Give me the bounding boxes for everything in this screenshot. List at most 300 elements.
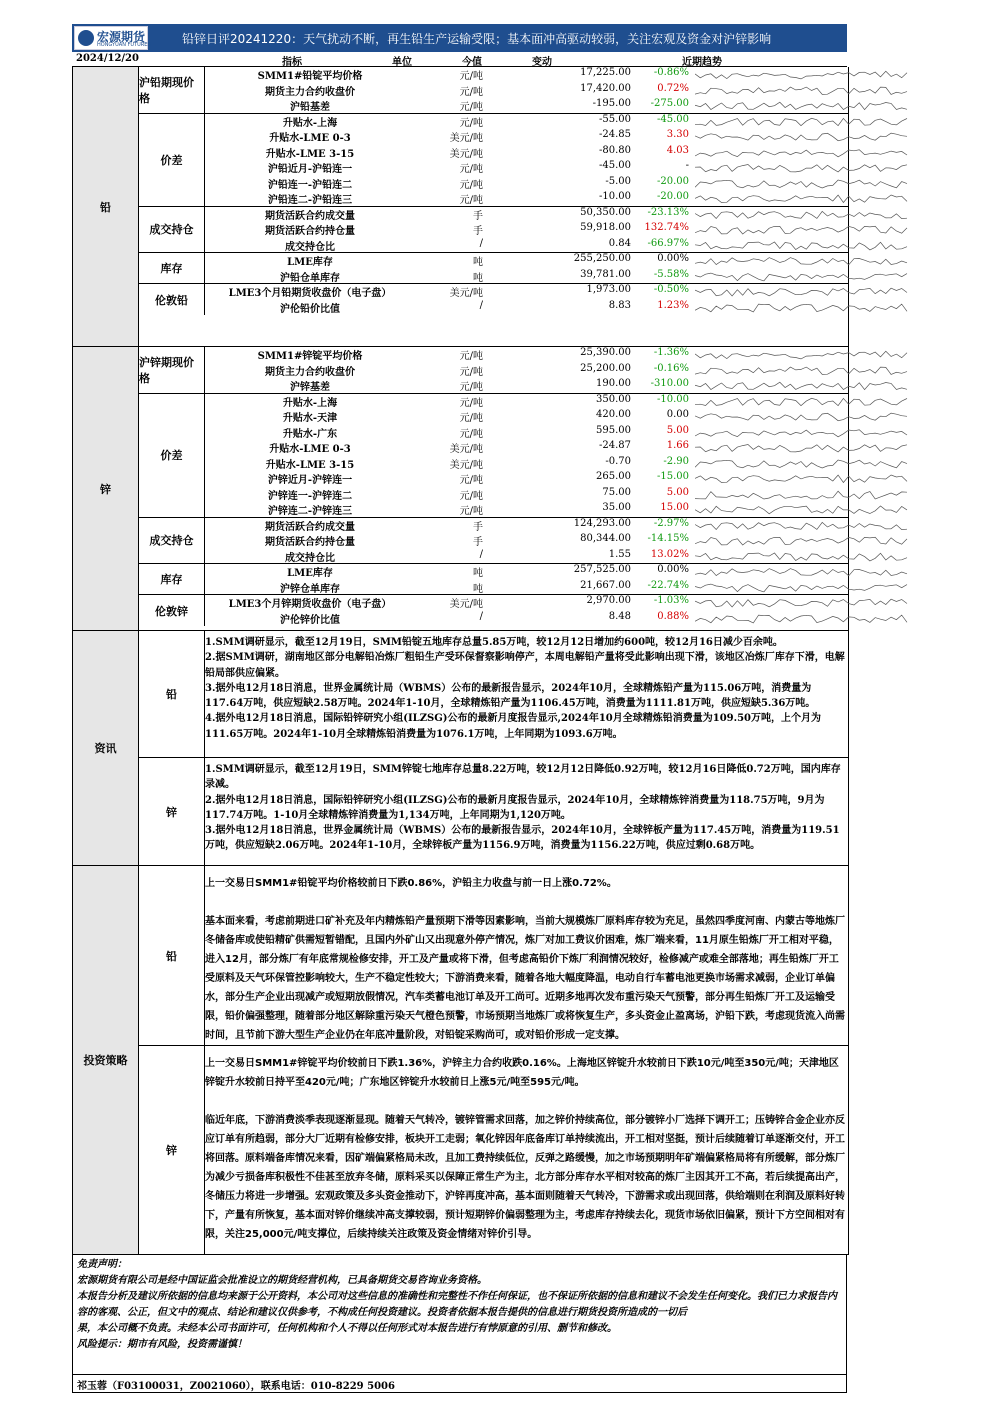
table-row xyxy=(205,595,848,611)
unit-cell: 元/吨 xyxy=(459,117,483,129)
unit-cell: 元/吨 xyxy=(459,71,483,82)
value-cell: 17,420.00 xyxy=(580,82,631,94)
trend-line xyxy=(695,273,907,281)
table-row xyxy=(205,425,848,441)
trend-sparkline xyxy=(695,193,979,205)
change-cell: 0.88% xyxy=(657,610,689,622)
indicator-name: 沪锌连二-沪锌连三 xyxy=(267,506,353,517)
table-row xyxy=(205,440,848,456)
trend-line xyxy=(695,288,907,296)
value-cell: -24.87 xyxy=(598,440,631,451)
indicator-name: SMM1#铅锭平均价格 xyxy=(257,71,363,82)
trend-line xyxy=(695,226,907,234)
trend-sparkline xyxy=(695,131,979,143)
unit-cell: 吨 xyxy=(473,568,483,579)
trend-line xyxy=(695,71,907,79)
trend-line xyxy=(695,165,907,172)
indicator-name: 沪锌近月-沪锌连一 xyxy=(267,475,353,486)
trend-line xyxy=(695,599,907,607)
trend-line xyxy=(695,367,907,374)
change-cell: -0.16% xyxy=(653,362,689,374)
zinc-group xyxy=(139,347,848,394)
indicator-name: 期货活跃合约持仓量 xyxy=(265,537,355,548)
table-row xyxy=(205,160,848,176)
trend-line xyxy=(695,429,907,436)
unit-cell: 元/吨 xyxy=(459,382,483,393)
change-cell: -23.13% xyxy=(647,206,689,218)
unit-cell: 吨 xyxy=(473,272,483,284)
trend-sparkline xyxy=(695,69,979,81)
trend-line xyxy=(695,460,907,468)
trend-sparkline xyxy=(695,597,979,609)
change-cell: -1.03% xyxy=(653,595,689,606)
trend-line xyxy=(695,413,907,421)
header-date: 2024/12/20 xyxy=(76,53,139,64)
change-cell: -15.00 xyxy=(656,471,689,482)
news-section-label: 资讯 xyxy=(73,631,139,865)
value-cell: 0.84 xyxy=(608,237,631,249)
value-cell: 17,225.00 xyxy=(580,67,631,78)
strategy-paragraph: 上一交易日SMM1#铅锭平均价格较前日下跌0.86%，沪铅主力收盘与前一日上涨0.72%。 xyxy=(205,878,617,889)
trend-sparkline xyxy=(695,535,979,547)
news-zinc-text xyxy=(205,762,845,854)
trend-sparkline xyxy=(695,489,979,501)
change-cell: 5.00 xyxy=(666,424,689,436)
change-cell: 1.23% xyxy=(657,299,689,311)
unit-cell: 美元/吨 xyxy=(449,444,483,455)
lead-group-label: 沪铅期现价格 xyxy=(139,67,205,113)
change-cell: -66.97% xyxy=(647,237,689,249)
news-item: 2.据外电12月18日消息，国际铅锌研究小组(ILZSG)公布的最新月度报告显示，2024年10月，全球精炼锌消费量为118.75万吨，9月为117.74万吨。1-10月全球精炼锌消费量为1,134万吨，上年同期为1,120万吨。 xyxy=(205,794,825,821)
zinc-group-label: 伦敦锌 xyxy=(139,595,205,626)
change-cell: -20.00 xyxy=(656,175,689,187)
header-unit: 单位 xyxy=(392,57,412,68)
indicator-name: 升贴水-上海 xyxy=(282,397,338,409)
unit-cell: 美元/吨 xyxy=(449,459,483,471)
value-cell: 8.83 xyxy=(608,299,631,311)
indicator-name: 升贴水-LME 0-3 xyxy=(269,444,351,455)
table-row xyxy=(205,253,848,269)
trend-sparkline xyxy=(695,613,979,625)
trend-sparkline xyxy=(695,427,979,439)
unit-cell: 手 xyxy=(473,226,483,237)
table-row xyxy=(205,394,848,410)
indicator-name: 期货活跃合约持仓量 xyxy=(265,226,355,237)
indicator-name: LME3个月铅期货收盘价（电子盘） xyxy=(228,288,392,299)
value-cell: -45.00 xyxy=(598,160,631,171)
change-cell: -0.86% xyxy=(653,67,689,78)
disclaimer-line: 果，本公司概不负责。未经本公司书面许可，任何机构和个人不得以任何形式对本报告进行有悖原意的引用、删节和修改。 xyxy=(77,1323,617,1334)
header-value: 今值 xyxy=(462,57,482,68)
indicator-name: 沪伦锌价比值 xyxy=(280,614,340,626)
indicator-name: LME库存 xyxy=(287,257,333,268)
value-cell: -5.00 xyxy=(605,175,631,187)
change-cell: 5.00 xyxy=(666,486,689,498)
value-cell: -195.00 xyxy=(592,98,631,109)
trend-line xyxy=(695,180,907,188)
disclaimer-line: 本报告分析及建议所依据的信息均来源于公开资料，本公司对这些信息的准确性和完整性不作任何保证，也不保证所依据的信息和建议不会发生任何变化。我们已力求报告内容的客观、公正，但文中的观点、结论和建议仅供参考，不构成任何投资建议。投资者依据本报告提供的信息进行期货投资所造成的一切后 xyxy=(77,1291,837,1318)
value-cell: -10.00 xyxy=(598,191,631,202)
disclaimer xyxy=(72,1255,847,1375)
indicator-name: LME库存 xyxy=(287,568,333,579)
unit-cell: 元/吨 xyxy=(459,195,483,206)
table-row xyxy=(205,176,848,192)
unit-cell: / xyxy=(479,237,483,249)
zinc-group xyxy=(139,394,848,518)
change-cell: 3.30 xyxy=(666,129,689,140)
lead-group-label: 库存 xyxy=(139,253,205,283)
value-cell: -0.70 xyxy=(605,455,631,467)
value-cell: 595.00 xyxy=(596,424,631,436)
unit-cell: 美元/吨 xyxy=(449,599,483,610)
value-cell: 190.00 xyxy=(596,378,631,389)
change-cell: 13.02% xyxy=(650,548,689,560)
indicator-name: 沪铅仓单库存 xyxy=(280,272,340,284)
table-row xyxy=(205,456,848,472)
trend-line xyxy=(695,615,907,623)
unit-cell: 元/吨 xyxy=(459,413,483,424)
indicator-name: 升贴水-上海 xyxy=(282,117,338,129)
change-cell: -275.00 xyxy=(650,98,689,109)
header-indicator: 指标 xyxy=(282,57,302,68)
change-cell: -0.50% xyxy=(653,284,689,295)
zinc-group-label: 成交持仓 xyxy=(139,518,205,564)
change-cell: -14.15% xyxy=(647,533,689,544)
trend-sparkline xyxy=(695,504,979,516)
news-zinc xyxy=(139,758,848,865)
unit-cell: 元/吨 xyxy=(459,179,483,191)
table-row xyxy=(205,269,848,285)
indicator-name: 成交持仓比 xyxy=(285,241,335,253)
strategy-section xyxy=(73,866,848,1255)
table-row xyxy=(205,363,848,379)
logo-name: 宏源期货 xyxy=(97,30,146,44)
strategy-paragraph: 上一交易日SMM1#锌锭平均价较前日下跌1.36%，沪锌主力合约收跌0.16%。上海地区锌锭升水较前日下跌10元/吨至350元/吨；天津地区锌锭升水较前日持平至420元/吨；广东地区锌锭升水较前日上涨5元/吨至595元/吨。 xyxy=(205,1058,839,1088)
unit-cell: 手 xyxy=(473,210,483,222)
indicator-name: LME3个月锌期货收盘价（电子盘） xyxy=(228,599,392,610)
change-cell: -2.90 xyxy=(663,455,689,467)
disclaimer-line: 宏源期货有限公司是经中国证监会批准设立的期货经营机构，已具备期货交易咨询业务资格。 xyxy=(77,1275,487,1286)
trend-line xyxy=(695,351,907,359)
strategy-zinc-label: 锌 xyxy=(139,1046,205,1254)
change-cell: -1.36% xyxy=(653,347,689,358)
news-item: 3.据外电12月18日消息，世界金属统计局（WBMS）公布的最新报告显示，2024年10月，全球锌板产量为117.45万吨，消费量为119.51万吨，供应短缺2.06万吨。2024年1-10月，全球锌板产量为1156.9万吨，消费量为1156.22万吨，供应过剩0.68万吨。 xyxy=(205,825,840,852)
change-cell: -22.74% xyxy=(647,579,689,591)
unit-cell: 元/吨 xyxy=(459,366,483,378)
unit-cell: 元/吨 xyxy=(459,351,483,362)
trend-sparkline xyxy=(695,566,979,578)
value-cell: 50,350.00 xyxy=(580,206,631,218)
report-title: 铅锌日评20241220：天气扰动不断，再生铅生产运输受限；基本面冲高驱动较弱，关注宏观及资金对沪锌影响 xyxy=(182,32,772,46)
unit-cell: 美元/吨 xyxy=(449,133,483,144)
lead-group xyxy=(139,207,848,254)
lead-group xyxy=(139,253,848,284)
trend-line xyxy=(695,87,907,94)
logo-en: HONGYUAN FUTURES xyxy=(97,42,151,48)
disclaimer-title: 免责声明： xyxy=(77,1259,127,1270)
table-row xyxy=(205,207,848,223)
logo-mark-icon xyxy=(78,30,94,46)
change-cell: 132.74% xyxy=(644,222,689,233)
zinc-section-label: 锌 xyxy=(73,347,139,630)
trend-sparkline xyxy=(695,209,979,221)
trend-line xyxy=(695,195,907,203)
data-grid xyxy=(72,67,849,1255)
value-cell: 1,973.00 xyxy=(586,284,631,295)
news-lead xyxy=(139,631,848,758)
unit-cell: 手 xyxy=(473,521,483,533)
unit-cell: / xyxy=(479,299,483,311)
unit-cell: 元/吨 xyxy=(459,490,483,502)
trend-sparkline xyxy=(695,473,979,485)
lead-group xyxy=(139,284,848,315)
table-header xyxy=(72,52,847,67)
trend-sparkline xyxy=(695,582,979,594)
zinc-group xyxy=(139,595,848,626)
value-cell: 25,390.00 xyxy=(580,347,631,358)
table-row xyxy=(205,564,848,580)
change-cell: -45.00 xyxy=(656,113,689,125)
trend-line xyxy=(695,398,907,405)
indicator-name: 升贴水-天津 xyxy=(282,413,338,424)
table-row xyxy=(205,300,848,316)
trend-sparkline xyxy=(695,396,979,408)
trend-line xyxy=(695,506,907,514)
lead-group xyxy=(139,114,848,207)
indicator-name: 升贴水-LME 0-3 xyxy=(269,133,351,144)
table-row xyxy=(205,502,848,518)
trend-sparkline xyxy=(695,520,979,532)
value-cell: 420.00 xyxy=(596,409,631,420)
value-cell: 59,918.00 xyxy=(580,222,631,233)
zinc-group xyxy=(139,564,848,595)
change-cell: 0.00% xyxy=(657,564,689,575)
change-cell: -310.00 xyxy=(650,378,689,389)
change-cell: 0.00% xyxy=(657,253,689,264)
lead-group-label: 伦敦铅 xyxy=(139,284,205,315)
trend-sparkline xyxy=(695,349,979,361)
indicator-name: 升贴水-LME 3-15 xyxy=(265,459,355,471)
table-row xyxy=(205,580,848,596)
table-row xyxy=(205,518,848,534)
value-cell: 25,200.00 xyxy=(580,362,631,374)
change-cell: 4.03 xyxy=(666,144,689,156)
unit-cell: 吨 xyxy=(473,257,483,268)
value-cell: 2,970.00 xyxy=(586,595,631,606)
table-row xyxy=(205,487,848,503)
table-row xyxy=(205,549,848,565)
table-row xyxy=(205,611,848,627)
zinc-group-label: 沪锌期现价格 xyxy=(139,347,205,393)
trend-line xyxy=(695,553,907,561)
zinc-section xyxy=(73,347,848,631)
lead-group xyxy=(139,67,848,114)
value-cell: 21,667.00 xyxy=(580,579,631,591)
change-cell: -5.58% xyxy=(653,268,689,280)
trend-sparkline xyxy=(695,255,979,267)
change-cell: -10.00 xyxy=(656,393,689,405)
trend-line xyxy=(695,304,907,312)
trend-line xyxy=(695,584,907,592)
unit-cell: 吨 xyxy=(473,583,483,595)
header-trend: 近期趋势 xyxy=(682,57,722,68)
trend-line xyxy=(695,382,907,389)
strategy-zinc xyxy=(139,1046,848,1254)
zinc-group xyxy=(139,518,848,565)
value-cell: 80,344.00 xyxy=(580,533,631,544)
indicator-name: 升贴水-广东 xyxy=(282,428,338,440)
trend-line xyxy=(695,491,907,499)
table-row xyxy=(205,114,848,130)
indicator-name: 期货活跃合约成交量 xyxy=(265,210,355,222)
value-cell: 257,525.00 xyxy=(573,564,631,575)
trend-sparkline xyxy=(695,286,979,298)
table-row xyxy=(205,409,848,425)
table-row xyxy=(205,471,848,487)
table-row xyxy=(205,191,848,207)
value-cell: 1.55 xyxy=(608,548,631,560)
change-cell: -20.00 xyxy=(656,191,689,202)
indicator-name: 期货活跃合约成交量 xyxy=(265,521,355,533)
unit-cell: 元/吨 xyxy=(459,506,483,517)
change-cell: 15.00 xyxy=(660,502,689,513)
risk-warning: 风险提示：期市有风险，投资需谨慎！ xyxy=(77,1339,247,1350)
trend-sparkline xyxy=(695,442,979,454)
table-row xyxy=(205,238,848,254)
lead-section-label: 铅 xyxy=(73,67,139,346)
indicator-name: 沪锌基差 xyxy=(290,382,330,393)
trend-sparkline xyxy=(695,116,979,128)
trend-sparkline xyxy=(695,178,979,190)
value-cell: 8.48 xyxy=(608,610,631,622)
trend-line xyxy=(695,149,907,156)
value-cell: 255,250.00 xyxy=(573,253,631,264)
table-row xyxy=(205,83,848,99)
table-row xyxy=(205,347,848,363)
news-zinc-label: 锌 xyxy=(139,758,205,865)
change-cell: -2.97% xyxy=(653,517,689,529)
trend-sparkline xyxy=(695,411,979,423)
trend-line xyxy=(695,102,907,109)
unit-cell: 元/吨 xyxy=(459,86,483,98)
report-header xyxy=(72,24,847,52)
indicator-name: 沪铅连一-沪铅连二 xyxy=(267,179,353,191)
strategy-lead xyxy=(139,866,848,1046)
indicator-name: 沪伦铅价比值 xyxy=(280,303,340,315)
news-item: 1.SMM调研显示，截至12月19日，SMM锌锭七地库存总量8.22万吨，较12月12日降低0.92万吨，较12月16日降低0.72万吨，国内库存录减。 xyxy=(205,764,841,791)
strategy-zinc-text xyxy=(205,1054,845,1263)
strategy-paragraph: 临近年底，下游消费淡季表现逐渐显现。随着天气转冷，镀锌管需求回落，加之锌价持续高位，部分镀锌小厂选择下调开工；压铸锌合金企业亦反应订单有所趋弱，部分大厂近期有检修安排，板块开工走弱；氧化锌因年底备库订单持续流出，开工相对坚挺，预计后续随着订单逐渐交付，开工将回落。原料端备库情况来看，因矿端偏紧格局未改，且加工费持续低位，反弹之路缓慢，加之市场预期明年矿端偏紧格局将有所缓解，部分炼厂为减少亏损备库积极性不佳甚至放弃冬储，原料采买以保障正常生产为主，北方部分库存水平相对较高的炼厂主因其开工不高，若后续提高出产，冬储压力将进一步增强。宏观政策及多头资金推动下，沪锌再度冲高，基本面则随着天气转冷，下游需求或出现回落，供给端则在利润及原料好转下，产量有所恢复，基本面对锌价继续冲高支撑较弱，预计短期锌价偏弱整理为主，考虑库存持续去化，现货市场依旧偏紧，预计下方空间相对有限，关注25,000元/吨支撑位，后续持续关注政策及资金情绪对锌价引导。 xyxy=(205,1115,845,1240)
strategy-section-label: 投资策略 xyxy=(73,866,139,1254)
news-lead-text xyxy=(205,635,845,742)
trend-sparkline xyxy=(695,147,979,159)
table-row xyxy=(205,533,848,549)
table-row xyxy=(205,145,848,161)
lead-group-label: 成交持仓 xyxy=(139,207,205,253)
unit-cell: / xyxy=(479,548,483,560)
indicator-name: 沪铅基差 xyxy=(290,102,330,113)
header-change: 变动 xyxy=(532,57,552,68)
zinc-group-label: 库存 xyxy=(139,564,205,594)
indicator-name: 升贴水-LME 3-15 xyxy=(265,148,355,160)
lead-group-label: 价差 xyxy=(139,114,205,206)
trend-line xyxy=(695,537,907,545)
indicator-name: 期货主力合约收盘价 xyxy=(265,366,355,378)
analyst-contact: 祁玉蓉（F03100031，Z0021060），联系电话：010-8229 5006 xyxy=(72,1375,847,1393)
trend-line xyxy=(695,258,907,265)
value-cell: -55.00 xyxy=(598,113,631,125)
value-cell: 265.00 xyxy=(596,471,631,482)
trend-sparkline xyxy=(695,365,979,377)
value-cell: 35.00 xyxy=(602,502,631,513)
unit-cell: 元/吨 xyxy=(459,164,483,175)
trend-line xyxy=(695,522,907,529)
zinc-group-label: 价差 xyxy=(139,394,205,517)
unit-cell: 元/吨 xyxy=(459,428,483,440)
trend-line xyxy=(695,133,907,141)
trend-sparkline xyxy=(695,458,979,470)
change-cell: 0.00 xyxy=(666,409,689,420)
news-section xyxy=(73,631,848,866)
unit-cell: 元/吨 xyxy=(459,397,483,409)
unit-cell: 美元/吨 xyxy=(449,148,483,160)
company-logo xyxy=(74,26,151,50)
change-cell: 0.72% xyxy=(657,82,689,94)
value-cell: -80.80 xyxy=(598,144,631,156)
news-item: 4.据外电12月18日消息，国际铅锌研究小组(ILZSG)公布的最新月度报告显示,2024年10月全球精炼铅消费量为109.50万吨，上个月为111.65万吨。2024年1-10月全球精炼铅消费量为1076.1万吨，上年同期为1093.6万吨。 xyxy=(205,713,822,740)
indicator-name: 沪铅近月-沪铅连一 xyxy=(267,164,353,175)
value-cell: -24.85 xyxy=(598,129,631,140)
trend-line xyxy=(695,118,907,125)
trend-line xyxy=(695,445,907,452)
value-cell: 124,293.00 xyxy=(573,517,631,529)
indicator-name: 沪锌仓单库存 xyxy=(280,583,340,595)
indicator-name: 沪铅连二-沪铅连三 xyxy=(267,195,353,206)
news-item: 2.据SMM调研，湖南地区部分电解铅冶炼厂粗铅生产受环保督察影响停产，本周电解铅产量将受此影响出现下滑，该地区冶炼厂库存下滑，电解铅局部供应偏紧。 xyxy=(205,652,845,679)
news-lead-label: 铅 xyxy=(139,631,205,757)
unit-cell: / xyxy=(479,610,483,622)
news-item: 3.据外电12月18日消息，世界金属统计局（WBMS）公布的最新报告显示，2024年10月，全球精炼铅产量为115.06万吨，消费量为117.64万吨，供应短缺2.58万吨。2024年1-10月，全球精炼铅产量为1106.45万吨，消费量为1111.81万吨，供应短缺5.36万吨。 xyxy=(205,682,816,710)
table-row xyxy=(205,284,848,300)
trend-line xyxy=(695,475,907,483)
strategy-lead-text xyxy=(205,874,845,1064)
unit-cell: 元/吨 xyxy=(459,475,483,486)
table-row xyxy=(205,67,848,83)
value-cell: 39,781.00 xyxy=(580,268,631,280)
unit-cell: 手 xyxy=(473,537,483,548)
indicator-name: 沪锌连一-沪锌连二 xyxy=(267,490,353,502)
value-cell: 75.00 xyxy=(602,486,631,498)
change-cell: 1.66 xyxy=(666,440,689,451)
value-cell: 350.00 xyxy=(596,393,631,405)
trend-sparkline xyxy=(695,85,979,97)
trend-sparkline xyxy=(695,162,979,174)
trend-sparkline xyxy=(695,271,979,283)
table-row xyxy=(205,129,848,145)
indicator-name: 成交持仓比 xyxy=(285,552,335,564)
trend-sparkline xyxy=(695,100,979,112)
trend-sparkline xyxy=(695,302,979,314)
indicator-name: SMM1#锌锭平均价格 xyxy=(257,351,363,362)
news-item: 1.SMM调研显示，截至12月19日，SMM铅锭五地库存总量5.85万吨，较12月12日增加约600吨，较12月16日减少百余吨。 xyxy=(205,637,783,648)
strategy-paragraph: 基本面来看，考虑前期进口矿补充及年内精炼铅产量预期下滑等因素影响，当前大规模炼厂原料库存较为充足，虽然四季度河南、内蒙古等地炼厂冬储备库或使铅精矿供需短暂错配，且国内外矿山又出现意外停产情况，炼厂对加工费议价困难，炼厂端来看，11月原生铅炼厂开工相对平稳，进入12月，部分炼厂有年底常规检修安排，开工及产量或将下滑，但考虑高铅价下炼厂利润情况较好，检修减产或难全部落地；再生铅炼厂开工受原料及天气环保管控影响较大，生产不稳定性较大；下游消费来看，随着各地大幅度降温，电动自行车蓄电池更换市场需求减弱，企业订单偏水，部分生产企业出现减产或短期放假情况，汽车类蓄电池订单及开工尚可。近期多地再次发布重污染天气预警，部分再生铅炼厂开工及运输受限，铅价偏强整理，随着部分地区解除重污染天气橙色预警，市场预期当地炼厂或将恢复生产，多头资金止盈离场，沪铅下跌，考虑现货流入尚需时间，且节前下游大型生产企业仍在年底冲量阶段，对铅锭采购尚可，或对铅价形成一定支撑。 xyxy=(205,916,845,1041)
strategy-lead-label: 铅 xyxy=(139,866,205,1045)
trend-sparkline xyxy=(695,551,979,563)
trend-sparkline xyxy=(695,380,979,392)
indicator-name: 期货主力合约收盘价 xyxy=(265,86,355,98)
trend-line xyxy=(695,211,907,218)
trend-sparkline xyxy=(695,240,979,252)
